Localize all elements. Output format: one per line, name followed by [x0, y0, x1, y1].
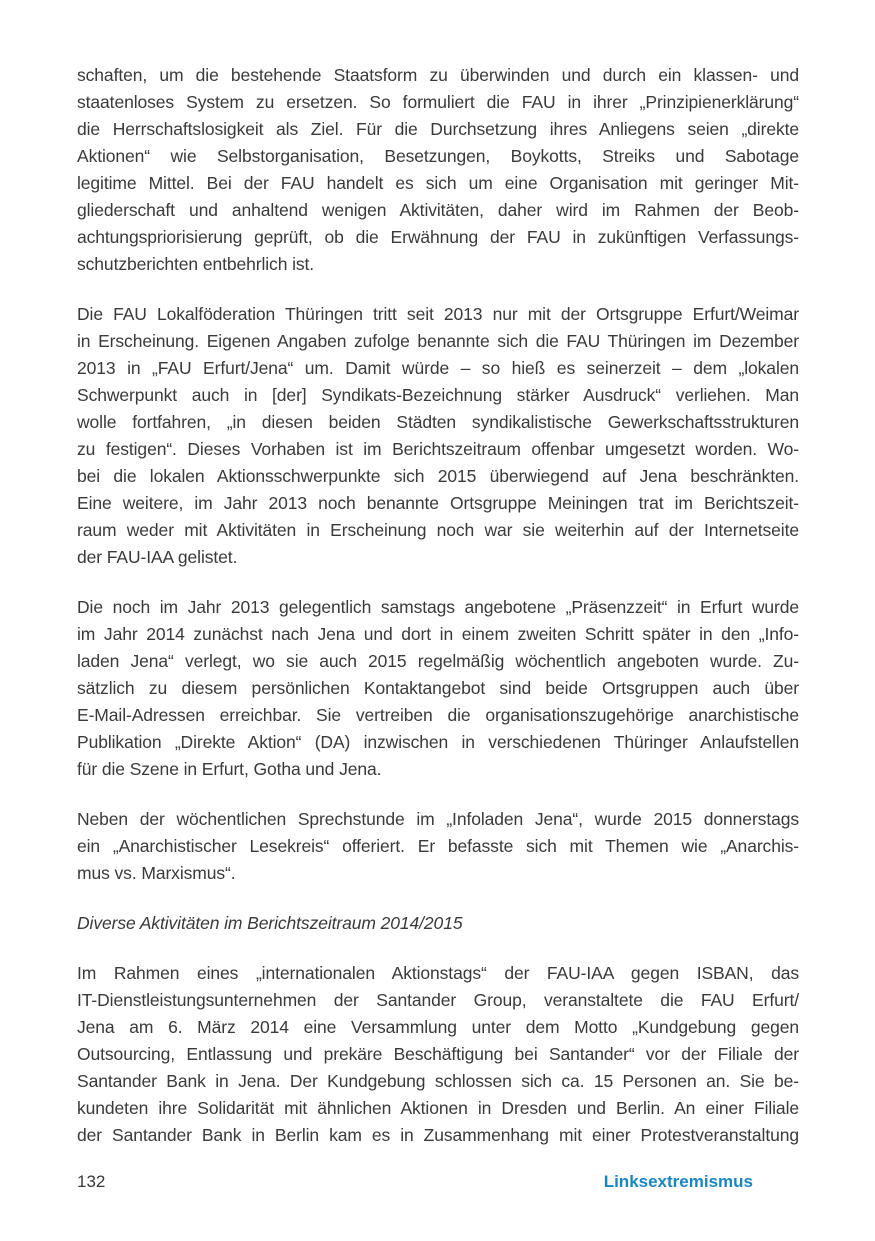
text-line: der Santander Bank in Berlin kam es in Zusammenhang mit einer Protestveranstaltung — [77, 1125, 799, 1145]
text-line: bei die lokalen Aktionsschwerpunkte sich 2015 überwiegend auf Jena beschränkten. — [77, 466, 799, 486]
text-line: schaften, um die bestehende Staatsform zu überwinden und durch ein klassen- und — [77, 65, 799, 85]
text-line: ein „Anarchistischer Lesekreis“ offeriert. Er befasste sich mit Themen wie „Anarchis- — [77, 836, 799, 856]
text-line: kundeten ihre Solidarität mit ähnlichen Aktionen in Dresden und Berlin. An einer Filiale — [77, 1098, 799, 1118]
text-line: raum weder mit Aktivitäten in Erscheinung noch war sie weiterhin auf der Internetseite — [77, 520, 799, 540]
text-line: die Herrschaftslosigkeit als Ziel. Für die Durchsetzung ihres Anliegens seien „direkte — [77, 119, 799, 139]
text-line: zu festigen“. Dieses Vorhaben ist im Berichtszeitraum offenbar umgesetzt worden. Wo- — [77, 439, 799, 459]
text-line: sätzlich zu diesem persönlichen Kontaktangebot sind beide Ortsgruppen auch über — [77, 678, 799, 698]
text-line: 2013 in „FAU Erfurt/Jena“ um. Damit würde – so hieß es seinerzeit – dem „lokalen — [77, 358, 799, 378]
text-line: IT-Dienstleistungsunternehmen der Santander Group, veranstaltete die FAU Erfurt/ — [77, 990, 799, 1010]
text-line: legitime Mittel. Bei der FAU handelt es sich um eine Organisation mit geringer Mit- — [77, 173, 799, 193]
text-line: E-Mail-Adressen erreichbar. Sie vertreiben die organisationszugehörige anarchistische — [77, 705, 799, 725]
text-line: gliederschaft und anhaltend wenigen Aktivitäten, daher wird im Rahmen der Beob- — [77, 200, 799, 220]
text-line: Outsourcing, Entlassung und prekäre Beschäftigung bei Santander“ vor der Filiale der — [77, 1044, 799, 1064]
text-line: Santander Bank in Jena. Der Kundgebung schlossen sich ca. 15 Personen an. Sie be- — [77, 1071, 799, 1091]
text-line: der FAU-IAA gelistet. — [77, 547, 238, 567]
text-line: für die Szene in Erfurt, Gotha und Jena. — [77, 759, 382, 779]
text-line: schutzberichten entbehrlich ist. — [77, 254, 315, 274]
text-line: im Jahr 2014 zunächst nach Jena und dort in einem zweiten Schritt später in den „Info- — [77, 624, 799, 644]
page-number: 132 — [77, 1172, 106, 1191]
section-label: Linksextremismus — [603, 1172, 753, 1191]
text-line: Neben der wöchentlichen Sprechstunde im „Infoladen Jena“, wurde 2015 donnerstags — [77, 809, 799, 829]
text-line: achtungspriorisierung geprüft, ob die Erwähnung der FAU in zukünftigen Verfassungs- — [77, 227, 799, 247]
paragraph-fau-intro — [77, 62, 799, 278]
text-line: staatenloses System zu ersetzen. So formuliert die FAU in ihrer „Prinzipienerklärung“ — [77, 92, 799, 112]
text-line: Im Rahmen eines „internationalen Aktionstags“ der FAU-IAA gegen ISBAN, das — [77, 963, 799, 983]
page-body — [77, 62, 799, 1172]
paragraph-praesenzzeit — [77, 594, 799, 783]
paragraph-lesekreis — [77, 806, 799, 887]
paragraph-lokalfoederation — [77, 301, 799, 571]
text-line: in Erscheinung. Eigenen Angaben zufolge benannte sich die FAU Thüringen im Dezember — [77, 331, 799, 351]
text-line: Die FAU Lokalföderation Thüringen tritt seit 2013 nur mit der Ortsgruppe Erfurt/Weimar — [77, 304, 799, 324]
page-footer — [77, 1172, 753, 1192]
paragraph-aktionstag — [77, 960, 799, 1149]
text-line: Aktionen“ wie Selbstorganisation, Besetzungen, Boykotts, Streiks und Sabotage — [77, 146, 799, 166]
text-line: Eine weitere, im Jahr 2013 noch benannte Ortsgruppe Meiningen trat im Berichtszeit- — [77, 493, 799, 513]
text-line: Schwerpunkt auch in [der] Syndikats-Bezeichnung stärker Ausdruck“ verliehen. Man — [77, 385, 799, 405]
text-line: Jena am 6. März 2014 eine Versammlung unter dem Motto „Kundgebung gegen — [77, 1017, 799, 1037]
text-line: laden Jena“ verlegt, wo sie auch 2015 regelmäßig wöchentlich angeboten wurde. Zu- — [77, 651, 799, 671]
text-line: mus vs. Marxismus“. — [77, 863, 236, 883]
text-line: wolle fortfahren, „in diesen beiden Städten syndikalistische Gewerkschaftsstrukturen — [77, 412, 799, 432]
text-line: Die noch im Jahr 2013 gelegentlich samstags angebotene „Präsenzzeit“ in Erfurt wurde — [77, 597, 799, 617]
text-line: Publikation „Direkte Aktion“ (DA) inzwischen in verschiedenen Thüringer Anlaufstellen — [77, 732, 799, 752]
subheading-diverse-aktivitaeten: Diverse Aktivitäten im Berichtszeitraum 2014/2015 — [77, 913, 463, 933]
